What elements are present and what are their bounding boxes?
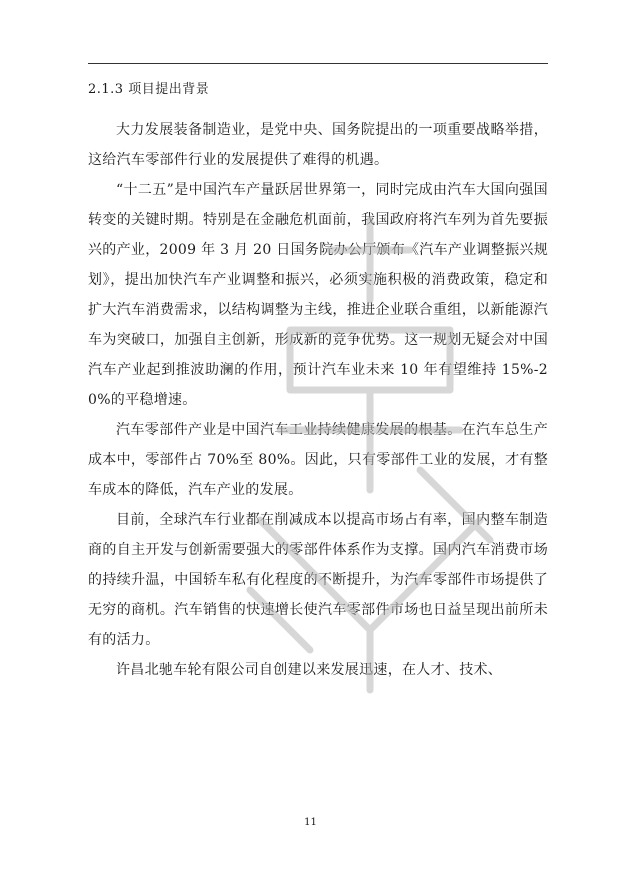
body-text xyxy=(88,115,548,685)
paragraph-1: 大力发展装备制造业，是党中央、国务院提出的一项重要战略举措，这给汽车零部件行业的发展提供了难得的机遇。 xyxy=(88,122,548,168)
page-number: 11 xyxy=(304,817,317,828)
paragraph-5: 许昌北驰车轮有限公司自创建以来发展迅速，在人才、技术、 xyxy=(116,662,503,678)
paragraph-3: 汽车零部件产业是中国汽车工业持续健康发展的根基。在汽车总生产成本中，零部件占 70%至 80%。因此，只有零部件工业的发展，才有整车成本的降低，汽车产业的发展。 xyxy=(88,422,548,498)
header-rule xyxy=(88,63,548,64)
paragraph-2: “十二五”是中国汽车产量跃居世界第一，同时完成由汽车大国向强国转变的关键时期。特别是在金融危机面前，我国政府将汽车列为首先要振兴的产业，2009 年 3 月 20 日国务院办公厅颁布《汽车产业调整振兴规划》，提出加快汽车产业调整和振兴，必须实施积极的消费政策，稳定和扩大汽车消费需求，以结构调整为主线，推进企业联合重组，以新能源汽车为突破口，加强自主创新，形成新的竞争优势。这一规划无疑会对中国汽车产业起到推波助澜的作用，预计汽车业未来 10 年有望维持 15%-20%的平稳增速。 xyxy=(88,182,548,408)
paragraph-4: 目前，全球汽车行业都在削减成本以提高市场占有率，国内整车制造商的自主开发与创新需要强大的零部件体系作为支撑。国内汽车消费市场的持续升温，中国轿车私有化程度的不断提升，为汽车零部件市场提供了无穷的商机。汽车销售的快速增长使汽车零部件市场也日益呈现出前所未有的活力。 xyxy=(88,512,548,648)
section-heading: 2.1.3 项目提出背景 xyxy=(88,82,210,97)
